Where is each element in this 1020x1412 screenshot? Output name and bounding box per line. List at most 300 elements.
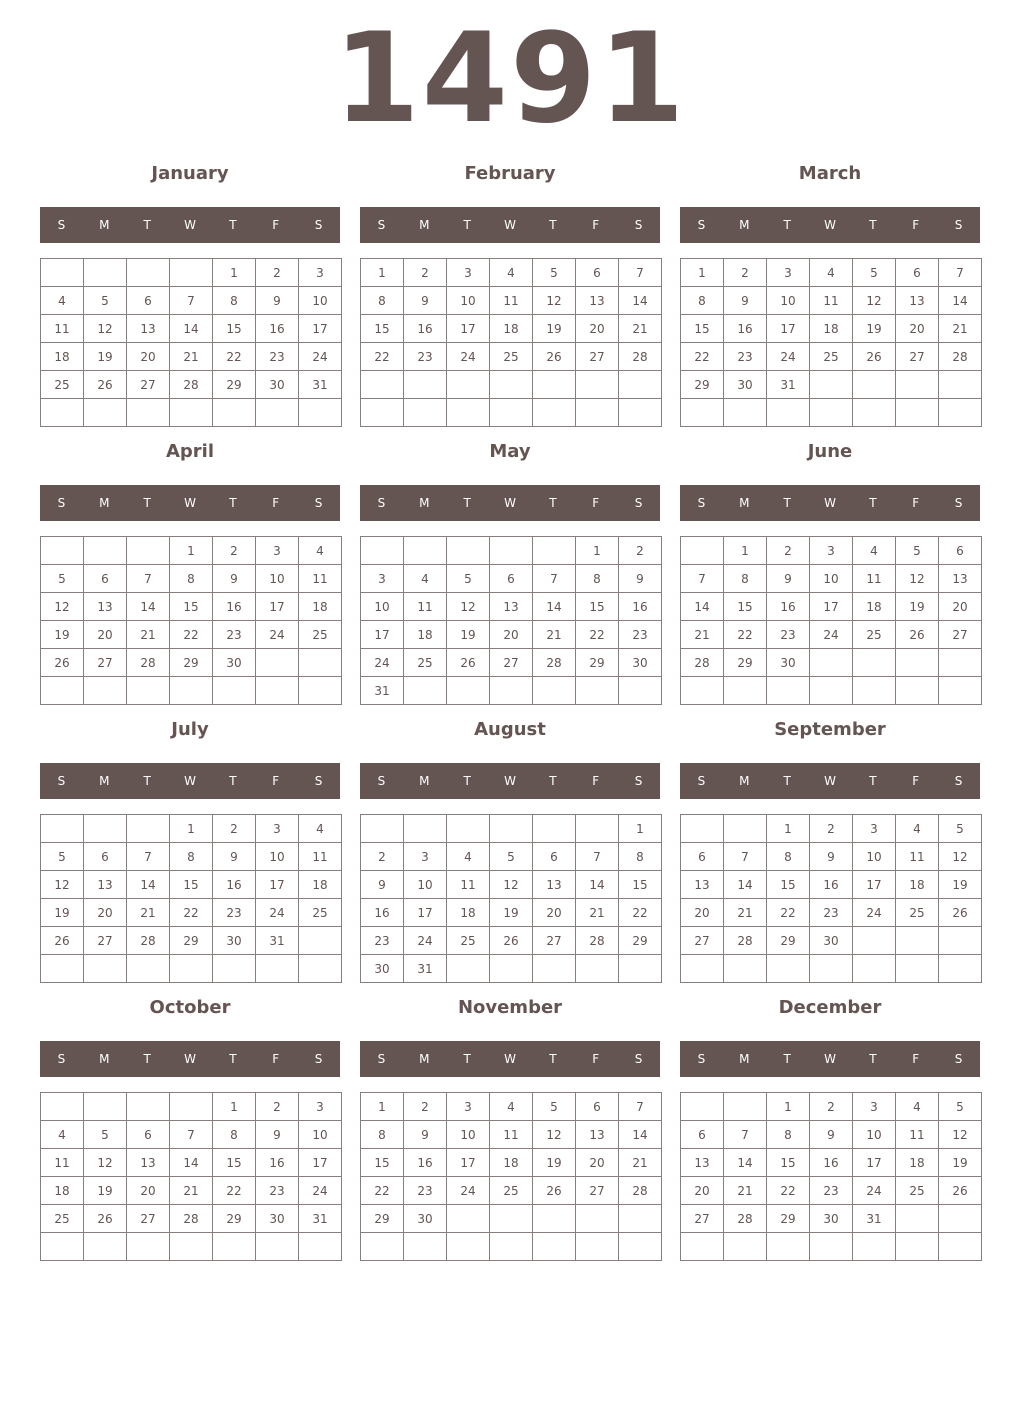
day-cell: 9 xyxy=(256,1121,299,1149)
day-cell xyxy=(404,815,447,843)
day-cell: 7 xyxy=(576,843,619,871)
week-row xyxy=(41,899,342,927)
day-cell xyxy=(490,677,533,705)
day-cell: 17 xyxy=(404,899,447,927)
day-cell: 28 xyxy=(619,1177,662,1205)
day-cell: 3 xyxy=(767,259,810,287)
day-cell: 4 xyxy=(41,287,84,315)
day-cell xyxy=(84,815,127,843)
day-cell: 1 xyxy=(681,259,724,287)
day-cell: 12 xyxy=(533,287,576,315)
week-row xyxy=(681,649,982,677)
day-cell: 2 xyxy=(213,537,256,565)
day-cell: 29 xyxy=(576,649,619,677)
weekday-label: M xyxy=(99,1052,110,1066)
day-cell: 10 xyxy=(447,1121,490,1149)
day-cell: 21 xyxy=(724,899,767,927)
day-cell: 16 xyxy=(810,1149,853,1177)
day-cell: 8 xyxy=(767,1121,810,1149)
day-cell xyxy=(404,399,447,427)
week-row xyxy=(361,343,662,371)
day-cell xyxy=(853,649,896,677)
day-cell: 21 xyxy=(127,899,170,927)
day-cell: 11 xyxy=(299,843,342,871)
day-cell: 21 xyxy=(576,899,619,927)
weekday-label: S xyxy=(314,218,323,232)
day-cell: 26 xyxy=(490,927,533,955)
day-cell: 13 xyxy=(84,871,127,899)
day-cell: 19 xyxy=(939,871,982,899)
day-cell xyxy=(213,677,256,705)
day-cell: 15 xyxy=(767,871,810,899)
day-cell xyxy=(619,371,662,399)
day-cell: 6 xyxy=(127,287,170,315)
day-cell xyxy=(256,1233,299,1261)
week-row xyxy=(41,315,342,343)
day-cell: 17 xyxy=(299,1149,342,1177)
week-row xyxy=(41,537,342,565)
day-cell: 14 xyxy=(127,593,170,621)
weekday-label: F xyxy=(592,774,600,788)
day-cell: 16 xyxy=(256,1149,299,1177)
weekday-label: T xyxy=(549,218,557,232)
weekday-label: T xyxy=(869,496,877,510)
day-cell: 27 xyxy=(681,1205,724,1233)
week-row xyxy=(361,1233,662,1261)
weekday-header xyxy=(40,763,340,799)
day-cell xyxy=(41,955,84,983)
weekday-label: M xyxy=(99,774,110,788)
day-cell: 15 xyxy=(170,593,213,621)
day-cell xyxy=(939,1205,982,1233)
day-cell: 24 xyxy=(404,927,447,955)
day-cell xyxy=(724,677,767,705)
day-cell: 25 xyxy=(490,343,533,371)
day-cell: 21 xyxy=(939,315,982,343)
week-row xyxy=(361,399,662,427)
day-cell xyxy=(127,955,170,983)
day-cell xyxy=(490,955,533,983)
day-cell xyxy=(576,399,619,427)
week-row xyxy=(681,927,982,955)
day-cell: 29 xyxy=(213,1205,256,1233)
day-cell: 3 xyxy=(447,259,490,287)
day-cell xyxy=(170,1093,213,1121)
day-cell: 2 xyxy=(724,259,767,287)
day-cell: 15 xyxy=(681,315,724,343)
weekday-label: T xyxy=(229,496,237,510)
day-cell: 22 xyxy=(576,621,619,649)
day-cell: 17 xyxy=(810,593,853,621)
day-cell: 19 xyxy=(447,621,490,649)
day-cell: 18 xyxy=(299,593,342,621)
week-row xyxy=(361,565,662,593)
day-cell: 30 xyxy=(767,649,810,677)
month-name: February xyxy=(464,163,556,184)
day-cell xyxy=(404,1233,447,1261)
day-cell: 10 xyxy=(256,565,299,593)
day-cell: 5 xyxy=(447,565,490,593)
day-cell: 7 xyxy=(681,565,724,593)
day-cell: 4 xyxy=(447,843,490,871)
day-cell: 10 xyxy=(361,593,404,621)
day-cell: 4 xyxy=(896,1093,939,1121)
weekday-label: T xyxy=(143,1052,151,1066)
day-cell: 5 xyxy=(41,843,84,871)
day-cell: 8 xyxy=(170,843,213,871)
day-cell: 11 xyxy=(810,287,853,315)
day-cell xyxy=(170,399,213,427)
week-row xyxy=(361,815,662,843)
day-cell: 12 xyxy=(939,843,982,871)
day-cell xyxy=(724,815,767,843)
day-cell: 30 xyxy=(404,1205,447,1233)
day-cell: 9 xyxy=(213,843,256,871)
day-cell xyxy=(853,371,896,399)
weekday-label: S xyxy=(634,1052,643,1066)
day-cell: 31 xyxy=(361,677,404,705)
day-cell: 1 xyxy=(576,537,619,565)
day-grid xyxy=(680,536,982,705)
weekday-label: T xyxy=(463,1052,471,1066)
day-cell: 13 xyxy=(84,593,127,621)
day-cell: 10 xyxy=(853,843,896,871)
weekday-label: S xyxy=(57,496,66,510)
day-cell: 23 xyxy=(619,621,662,649)
day-cell: 20 xyxy=(127,343,170,371)
day-cell: 5 xyxy=(41,565,84,593)
weekday-label: T xyxy=(783,774,791,788)
day-cell xyxy=(939,399,982,427)
day-cell: 15 xyxy=(213,1149,256,1177)
day-cell: 13 xyxy=(127,315,170,343)
day-cell: 24 xyxy=(853,1177,896,1205)
day-cell: 6 xyxy=(84,843,127,871)
weekday-label: S xyxy=(314,1052,323,1066)
day-cell: 11 xyxy=(490,287,533,315)
weekday-label: W xyxy=(824,1052,836,1066)
weekday-label: S xyxy=(954,496,963,510)
day-cell: 11 xyxy=(447,871,490,899)
week-row xyxy=(681,259,982,287)
day-cell xyxy=(724,1093,767,1121)
day-cell: 8 xyxy=(681,287,724,315)
day-cell: 6 xyxy=(939,537,982,565)
day-cell: 14 xyxy=(619,1121,662,1149)
week-row xyxy=(41,1233,342,1261)
day-cell: 24 xyxy=(361,649,404,677)
day-cell: 7 xyxy=(127,565,170,593)
day-cell: 21 xyxy=(170,1177,213,1205)
day-cell: 28 xyxy=(127,649,170,677)
day-cell: 25 xyxy=(41,371,84,399)
weekday-label: T xyxy=(229,774,237,788)
day-cell: 6 xyxy=(127,1121,170,1149)
day-cell: 31 xyxy=(256,927,299,955)
day-cell xyxy=(619,1233,662,1261)
day-cell xyxy=(447,955,490,983)
day-cell xyxy=(853,955,896,983)
week-row xyxy=(681,1121,982,1149)
day-cell: 8 xyxy=(576,565,619,593)
day-cell: 6 xyxy=(84,565,127,593)
day-cell xyxy=(299,955,342,983)
day-cell: 3 xyxy=(447,1093,490,1121)
weekday-label: F xyxy=(912,496,920,510)
day-cell: 9 xyxy=(810,843,853,871)
day-cell: 7 xyxy=(939,259,982,287)
day-cell: 21 xyxy=(619,1149,662,1177)
day-cell: 3 xyxy=(256,815,299,843)
day-cell: 7 xyxy=(619,259,662,287)
week-row xyxy=(681,343,982,371)
day-cell: 9 xyxy=(404,1121,447,1149)
day-cell: 5 xyxy=(533,1093,576,1121)
day-cell: 18 xyxy=(896,871,939,899)
day-cell xyxy=(490,815,533,843)
day-cell: 14 xyxy=(939,287,982,315)
week-row xyxy=(361,593,662,621)
day-cell: 14 xyxy=(724,871,767,899)
day-cell: 8 xyxy=(361,1121,404,1149)
year-title: 1491 xyxy=(333,7,687,151)
day-cell: 11 xyxy=(41,1149,84,1177)
week-row xyxy=(41,593,342,621)
week-row xyxy=(361,1149,662,1177)
week-row xyxy=(361,371,662,399)
day-grid xyxy=(680,1092,982,1261)
day-cell xyxy=(170,955,213,983)
day-cell xyxy=(84,1233,127,1261)
day-cell xyxy=(619,955,662,983)
weekday-label: M xyxy=(739,496,750,510)
day-cell: 20 xyxy=(681,899,724,927)
weekday-label: W xyxy=(504,218,516,232)
weekday-label: T xyxy=(549,1052,557,1066)
day-cell xyxy=(361,537,404,565)
day-cell: 19 xyxy=(41,621,84,649)
day-cell xyxy=(84,955,127,983)
day-cell: 11 xyxy=(853,565,896,593)
day-cell: 27 xyxy=(84,927,127,955)
day-cell xyxy=(447,371,490,399)
weekday-label: S xyxy=(697,218,706,232)
day-cell xyxy=(767,399,810,427)
weekday-label: T xyxy=(143,774,151,788)
day-cell: 28 xyxy=(170,371,213,399)
day-cell: 22 xyxy=(361,1177,404,1205)
week-row xyxy=(361,537,662,565)
weekday-label: M xyxy=(419,496,430,510)
day-cell xyxy=(853,399,896,427)
day-cell: 12 xyxy=(84,1149,127,1177)
day-cell: 26 xyxy=(41,927,84,955)
day-cell: 28 xyxy=(619,343,662,371)
weekday-label: W xyxy=(184,218,196,232)
weekday-label: S xyxy=(954,774,963,788)
day-cell: 22 xyxy=(681,343,724,371)
month-name: July xyxy=(171,719,209,740)
day-cell: 23 xyxy=(404,1177,447,1205)
day-cell: 9 xyxy=(213,565,256,593)
day-cell: 22 xyxy=(170,899,213,927)
day-cell xyxy=(84,399,127,427)
day-cell: 30 xyxy=(213,927,256,955)
day-cell: 8 xyxy=(724,565,767,593)
day-cell: 29 xyxy=(767,927,810,955)
day-cell: 30 xyxy=(619,649,662,677)
day-cell xyxy=(299,399,342,427)
week-row xyxy=(41,955,342,983)
day-cell: 15 xyxy=(767,1149,810,1177)
day-cell: 17 xyxy=(256,871,299,899)
day-cell: 7 xyxy=(170,1121,213,1149)
month-name: January xyxy=(151,163,229,184)
day-cell: 3 xyxy=(256,537,299,565)
day-cell: 27 xyxy=(127,371,170,399)
day-cell: 29 xyxy=(619,927,662,955)
week-row xyxy=(681,1149,982,1177)
weekday-label: W xyxy=(504,1052,516,1066)
day-cell xyxy=(256,677,299,705)
day-cell xyxy=(533,537,576,565)
day-cell: 6 xyxy=(490,565,533,593)
weekday-label: S xyxy=(697,496,706,510)
day-cell: 25 xyxy=(447,927,490,955)
day-cell: 12 xyxy=(41,593,84,621)
week-row xyxy=(41,1149,342,1177)
day-cell: 6 xyxy=(681,843,724,871)
day-cell: 9 xyxy=(619,565,662,593)
day-cell xyxy=(853,1233,896,1261)
month-name: May xyxy=(489,441,531,462)
day-cell xyxy=(490,537,533,565)
day-cell: 10 xyxy=(299,287,342,315)
day-cell: 28 xyxy=(724,927,767,955)
week-row xyxy=(361,1177,662,1205)
day-cell: 23 xyxy=(810,1177,853,1205)
weekday-label: T xyxy=(463,218,471,232)
day-cell: 24 xyxy=(299,343,342,371)
day-cell xyxy=(447,677,490,705)
weekday-label: F xyxy=(912,774,920,788)
weekday-label: S xyxy=(697,1052,706,1066)
day-cell xyxy=(939,371,982,399)
weekday-label: T xyxy=(463,774,471,788)
week-row xyxy=(41,1205,342,1233)
weekday-label: F xyxy=(592,1052,600,1066)
week-row xyxy=(41,399,342,427)
day-cell: 16 xyxy=(213,871,256,899)
day-cell: 2 xyxy=(404,1093,447,1121)
day-cell xyxy=(41,259,84,287)
weekday-label: S xyxy=(377,218,386,232)
day-cell: 14 xyxy=(170,315,213,343)
day-cell xyxy=(127,677,170,705)
day-cell: 1 xyxy=(361,1093,404,1121)
weekday-label: F xyxy=(272,1052,280,1066)
day-cell: 31 xyxy=(767,371,810,399)
day-cell: 5 xyxy=(84,1121,127,1149)
weekday-label: T xyxy=(783,218,791,232)
day-cell: 3 xyxy=(299,259,342,287)
weekday-label: T xyxy=(229,1052,237,1066)
day-cell: 10 xyxy=(767,287,810,315)
day-cell xyxy=(127,537,170,565)
week-row xyxy=(41,843,342,871)
day-cell xyxy=(361,399,404,427)
day-cell: 16 xyxy=(256,315,299,343)
day-cell: 17 xyxy=(256,593,299,621)
day-cell: 4 xyxy=(299,537,342,565)
day-cell: 12 xyxy=(896,565,939,593)
day-cell: 26 xyxy=(447,649,490,677)
day-cell: 7 xyxy=(619,1093,662,1121)
day-grid xyxy=(360,814,662,983)
day-cell xyxy=(681,815,724,843)
day-cell: 27 xyxy=(576,343,619,371)
week-row xyxy=(41,371,342,399)
day-cell: 28 xyxy=(170,1205,213,1233)
day-cell: 19 xyxy=(896,593,939,621)
day-cell xyxy=(724,1233,767,1261)
week-row xyxy=(41,1093,342,1121)
week-row xyxy=(41,1177,342,1205)
day-cell xyxy=(939,955,982,983)
day-cell: 31 xyxy=(299,1205,342,1233)
day-cell xyxy=(681,1093,724,1121)
day-cell: 8 xyxy=(213,287,256,315)
day-cell: 16 xyxy=(619,593,662,621)
day-cell: 7 xyxy=(170,287,213,315)
day-cell xyxy=(724,955,767,983)
day-cell: 11 xyxy=(41,315,84,343)
day-cell: 5 xyxy=(896,537,939,565)
day-cell: 18 xyxy=(896,1149,939,1177)
day-cell: 30 xyxy=(361,955,404,983)
day-grid xyxy=(360,1092,662,1261)
month-name: March xyxy=(798,163,862,184)
day-cell: 5 xyxy=(533,259,576,287)
day-cell: 17 xyxy=(447,1149,490,1177)
day-cell: 3 xyxy=(810,537,853,565)
day-cell: 31 xyxy=(299,371,342,399)
day-cell: 4 xyxy=(490,259,533,287)
day-cell: 21 xyxy=(170,343,213,371)
day-cell: 27 xyxy=(533,927,576,955)
week-row xyxy=(361,259,662,287)
day-cell xyxy=(490,1233,533,1261)
day-cell xyxy=(213,955,256,983)
week-row xyxy=(681,287,982,315)
day-cell xyxy=(681,1233,724,1261)
day-cell xyxy=(41,399,84,427)
weekday-label: T xyxy=(869,218,877,232)
day-cell: 31 xyxy=(404,955,447,983)
day-cell: 21 xyxy=(681,621,724,649)
day-cell xyxy=(681,399,724,427)
day-cell: 4 xyxy=(299,815,342,843)
day-cell xyxy=(361,371,404,399)
day-cell: 29 xyxy=(361,1205,404,1233)
week-row xyxy=(361,649,662,677)
weekday-label: S xyxy=(634,496,643,510)
day-cell xyxy=(447,399,490,427)
week-row xyxy=(361,1121,662,1149)
day-cell xyxy=(576,1205,619,1233)
week-row xyxy=(41,259,342,287)
day-cell: 14 xyxy=(127,871,170,899)
